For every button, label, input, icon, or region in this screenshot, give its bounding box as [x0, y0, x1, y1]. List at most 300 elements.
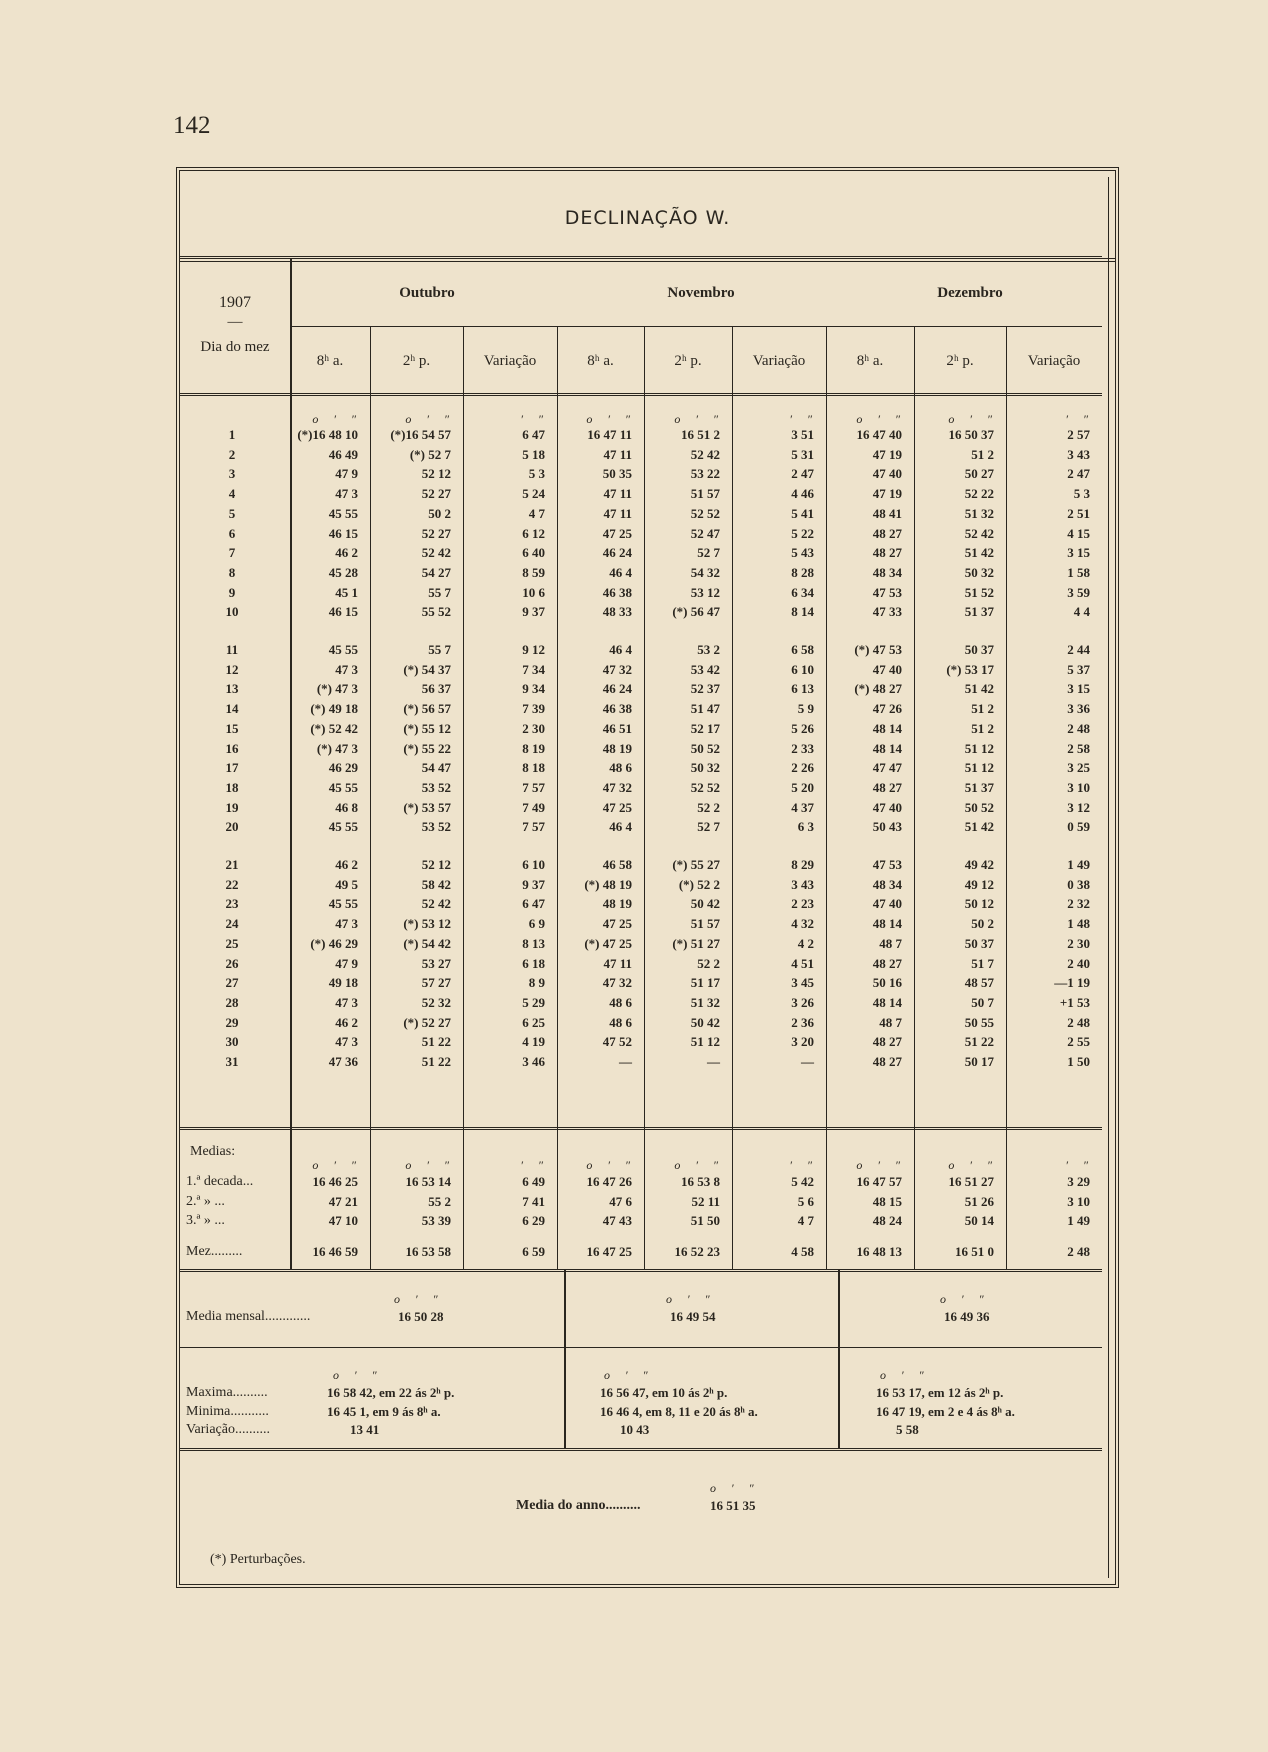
- table-cell: 47 32: [602, 661, 632, 677]
- medias-cell: 48 24: [872, 1213, 902, 1228]
- table-cell: 47 11: [603, 955, 632, 971]
- table-cell: 50 42: [690, 896, 720, 912]
- medias-cell: 6 49: [522, 1174, 545, 1189]
- mez-cell: 16 52 23: [674, 1244, 720, 1259]
- medias-row-label: 2.ª » ...: [186, 1193, 225, 1209]
- table-cell: (*) 56 57: [403, 701, 451, 717]
- table-cell: (*) 49 18: [310, 701, 358, 717]
- unit-marker: o ′ ″: [604, 1368, 654, 1382]
- table-cell: 50 7: [971, 994, 994, 1010]
- media-mensal-label: Media mensal.............: [186, 1309, 311, 1324]
- table-cell: 8 18: [522, 760, 545, 776]
- table-cell: 46 51: [602, 720, 632, 736]
- table-cell: 48 6: [609, 994, 632, 1010]
- unit-marker: o ′ ″: [948, 412, 998, 426]
- column-line: [826, 326, 827, 1269]
- medias-cell: 51 26: [964, 1193, 994, 1209]
- table-cell: 8 59: [522, 564, 545, 580]
- unit-marker: o ′ ″: [856, 1158, 906, 1172]
- table-cell: 48 27: [872, 1034, 902, 1050]
- table-cell: 46 24: [602, 545, 632, 561]
- table-cell: 2 30: [1067, 935, 1090, 951]
- table-cell: 50 43: [872, 819, 902, 835]
- column-line: [732, 326, 733, 1269]
- table-cell: 50 52: [964, 799, 994, 815]
- unit-marker: o ′ ″: [856, 412, 906, 426]
- table-cell: (*) 54 37: [403, 661, 451, 677]
- unit-marker: ′ ″: [520, 1158, 549, 1172]
- day-number: 25: [225, 935, 239, 951]
- table-cell: (*) 54 42: [403, 935, 451, 951]
- medias-cell: 55 2: [428, 1193, 451, 1209]
- table-cell: 47 25: [602, 799, 632, 815]
- mez-cell: 16 51 0: [955, 1244, 994, 1259]
- table-cell: 6 3: [797, 819, 814, 835]
- table-cell: 51 22: [421, 1054, 451, 1069]
- medias-cell: 3 29: [1067, 1174, 1090, 1189]
- table-cell: 5 26: [791, 720, 814, 736]
- table-cell: 51 52: [964, 584, 994, 600]
- table-cell: (*) 52 42: [310, 720, 358, 736]
- table-cell: 2 51: [1067, 505, 1090, 521]
- table-cell: (*) 47 25: [584, 935, 632, 951]
- table-cell: 48 19: [602, 740, 632, 756]
- table-cell: 47 26: [872, 701, 902, 717]
- table-cell: 3 25: [1067, 760, 1090, 776]
- day-number: 18: [225, 779, 239, 795]
- extremes-dec: 16 53 17, em 12 ás 2ʰ p.: [876, 1385, 1004, 1400]
- table-cell: 47 32: [602, 779, 632, 795]
- month-label-0: Outubro: [399, 285, 455, 301]
- table-cell: 4 7: [528, 505, 545, 521]
- table-cell: 48 27: [872, 545, 902, 561]
- table-cell: 45 55: [328, 779, 358, 795]
- table-cell: 5 41: [791, 505, 814, 521]
- header-top-line: [180, 256, 1102, 259]
- table-cell: 6 25: [522, 1014, 545, 1030]
- table-cell: (*) 53 12: [403, 916, 451, 932]
- table-cell: 4 4: [1073, 604, 1090, 620]
- table-cell: 46 15: [328, 604, 358, 620]
- column-line: [463, 326, 464, 1269]
- table-cell: 51 22: [421, 1034, 451, 1050]
- table-cell: 3 20: [791, 1034, 814, 1050]
- table-cell: 3 15: [1067, 545, 1090, 561]
- table-cell: 5 18: [522, 446, 545, 462]
- medias-cell: 16 51 27: [948, 1174, 994, 1189]
- table-cell: 7 34: [522, 661, 545, 677]
- mez-cell: 16 47 25: [586, 1244, 632, 1259]
- table-cell: (*) 55 22: [403, 740, 451, 756]
- table-cell: 48 57: [964, 975, 994, 991]
- table-cell: 47 11: [603, 505, 632, 521]
- table-cell: 51 7: [971, 955, 994, 971]
- table-cell: 47 3: [335, 994, 358, 1010]
- table-cell: 46 4: [609, 642, 632, 657]
- table-cell: 8 13: [522, 935, 545, 951]
- medias-cell: 4 7: [797, 1213, 814, 1228]
- table-cell: 47 19: [872, 446, 902, 462]
- frame-inner-line: [1108, 177, 1109, 1578]
- table-cell: 3 36: [1067, 701, 1090, 717]
- table-cell: 47 25: [602, 525, 632, 541]
- table-cell: 46 4: [609, 819, 632, 835]
- table-cell: 51 42: [964, 819, 994, 835]
- table-cell: 2 36: [791, 1014, 814, 1030]
- medias-cell: 5 42: [791, 1174, 814, 1189]
- unit-marker: o ′ ″: [940, 1292, 990, 1306]
- day-number: 10: [225, 604, 239, 620]
- table-cell: 4 51: [791, 955, 814, 971]
- table-cell: 46 8: [335, 799, 358, 815]
- table-cell: 51 42: [964, 681, 994, 697]
- mensal-bottom-line: [180, 1347, 1102, 1348]
- table-cell: (*) 52 27: [403, 1014, 451, 1030]
- table-cell: 6 13: [791, 681, 814, 697]
- table-cell: 52 37: [690, 681, 720, 697]
- medias-cell: 47 6: [609, 1193, 632, 1209]
- table-cell: 47 25: [602, 916, 632, 932]
- medias-cell: 52 11: [691, 1193, 720, 1209]
- table-cell: (*) 52 7: [409, 446, 451, 462]
- table-cell: 1 50: [1067, 1054, 1090, 1069]
- unit-marker: o ′ ″: [394, 1292, 444, 1306]
- table-cell: 51 32: [690, 994, 720, 1010]
- table-cell: 50 2: [971, 916, 994, 932]
- table-cell: 50 27: [964, 466, 994, 482]
- table-cell: 51 37: [964, 779, 994, 795]
- table-cell: 9 12: [522, 642, 545, 657]
- extremes-label: Maxima..........: [186, 1385, 268, 1400]
- table-cell: —: [619, 1054, 632, 1069]
- table-cell: 47 40: [872, 896, 902, 912]
- table-cell: (*) 51 27: [672, 935, 720, 951]
- table-cell: 50 55: [964, 1014, 994, 1030]
- table-cell: 51 17: [690, 975, 720, 991]
- table-cell: +1 53: [1059, 994, 1090, 1010]
- table-cell: 53 27: [421, 955, 451, 971]
- table-cell: 53 52: [421, 819, 451, 835]
- table-cell: 7 39: [522, 701, 545, 717]
- table-cell: 47 3: [335, 486, 358, 502]
- title-row: [180, 171, 1115, 262]
- table-cell: 51 12: [690, 1034, 720, 1050]
- table-cell: 4 37: [791, 799, 814, 815]
- table-cell: 53 52: [421, 779, 451, 795]
- table-cell: 4 32: [791, 916, 814, 932]
- table-cell: 47 52: [602, 1034, 632, 1050]
- unit-marker: ′ ″: [1065, 1158, 1094, 1172]
- table-cell: 50 37: [964, 642, 994, 657]
- extremes-label: Minima...........: [186, 1403, 269, 1419]
- extremes-oct: 16 45 1, em 9 ás 8ʰ a.: [327, 1403, 441, 1419]
- unit-marker: o ′ ″: [405, 412, 455, 426]
- table-cell: 9 34: [522, 681, 545, 697]
- table-cell: 50 12: [964, 896, 994, 912]
- day-number: 9: [228, 584, 236, 600]
- data-bottom-line: [180, 1127, 1102, 1130]
- table-cell: 8 28: [791, 564, 814, 580]
- table-cell: 51 22: [964, 1034, 994, 1050]
- table-cell: 4 15: [1067, 525, 1090, 541]
- table-cell: 50 16: [872, 975, 902, 991]
- table-cell: 5 29: [522, 994, 545, 1010]
- table-cell: 2 55: [1067, 1034, 1090, 1050]
- month-label-2: Dezembro: [937, 285, 1003, 301]
- table-cell: 54 47: [421, 760, 451, 776]
- table-cell: 48 7: [879, 935, 902, 951]
- medias-cell: 7 41: [522, 1193, 545, 1209]
- table-cell: (*)16 48 10: [297, 427, 358, 442]
- sub-header: 8ʰ a.: [856, 353, 884, 369]
- table-cell: 52 22: [964, 486, 994, 502]
- table-cell: 47 9: [335, 955, 358, 971]
- day-number: 31: [225, 1054, 239, 1069]
- table-cell: 47 3: [335, 1034, 358, 1050]
- table-cell: 2 48: [1067, 720, 1090, 736]
- table-cell: 52 42: [690, 446, 720, 462]
- table-cell: 3 10: [1067, 779, 1090, 795]
- mez-cell: 16 53 58: [405, 1244, 451, 1259]
- month-label-1: Novembro: [667, 285, 735, 301]
- table-cell: 48 14: [872, 720, 902, 736]
- mez-cell: 16 48 13: [856, 1244, 902, 1259]
- table-cell: (*) 46 29: [310, 935, 358, 951]
- table-cell: 2 40: [1067, 955, 1090, 971]
- unit-marker: o ′ ″: [666, 1292, 716, 1306]
- table-cell: 51 42: [964, 545, 994, 561]
- day-number: 3: [228, 466, 236, 482]
- table-cell: 46 2: [335, 545, 358, 561]
- table-cell: 47 40: [872, 661, 902, 677]
- table-cell: 47 9: [335, 466, 358, 482]
- table-cell: (*) 53 17: [946, 661, 994, 677]
- table-cell: 46 49: [328, 446, 358, 462]
- table-cell: 2 47: [1067, 466, 1090, 482]
- table-cell: 9 37: [522, 604, 545, 620]
- table-cell: 3 51: [791, 427, 814, 442]
- table-cell: (*)16 54 57: [390, 427, 451, 442]
- unit-marker: o ′ ″: [674, 1158, 724, 1172]
- table-cell: 45 55: [328, 505, 358, 521]
- extremes-nov: 16 46 4, em 8, 11 e 20 ás 8ʰ a.: [600, 1403, 758, 1419]
- table-cell: 4 46: [791, 486, 814, 502]
- table-cell: 2 48: [1067, 1014, 1090, 1030]
- unit-marker: o ′ ″: [948, 1158, 998, 1172]
- medias-cell: 1 49: [1067, 1213, 1090, 1228]
- table-cell: 0 38: [1067, 876, 1090, 892]
- table-cell: 51 2: [971, 446, 994, 462]
- table-cell: 3 12: [1067, 799, 1090, 815]
- day-number: 16: [225, 740, 239, 756]
- table-cell: 46 58: [602, 857, 632, 872]
- unit-marker: o ′ ″: [586, 412, 636, 426]
- table-cell: 3 46: [522, 1054, 545, 1069]
- unit-marker: o ′ ″: [710, 1481, 760, 1495]
- header-bottom-line: [180, 393, 1102, 396]
- table-cell: 45 55: [328, 896, 358, 912]
- table-cell: (*) 55 27: [672, 857, 720, 872]
- table-cell: 47 40: [872, 466, 902, 482]
- day-number: 29: [225, 1014, 239, 1030]
- mez-cell: 6 59: [522, 1244, 545, 1259]
- table-cell: 47 32: [602, 975, 632, 991]
- table-cell: 8 29: [791, 857, 814, 872]
- table-cell: 46 29: [328, 760, 358, 776]
- table-cell: 52 52: [690, 779, 720, 795]
- table-cell: 49 18: [328, 975, 358, 991]
- day-number: 12: [225, 661, 239, 677]
- table-cell: 52 12: [421, 857, 451, 872]
- table-cell: 52 2: [697, 799, 720, 815]
- table-cell: 51 57: [690, 486, 720, 502]
- day-number: 26: [225, 955, 239, 971]
- table-cell: 3 15: [1067, 681, 1090, 697]
- table-cell: 48 14: [872, 916, 902, 932]
- table-cell: 8 9: [528, 975, 545, 991]
- table-cell: 48 27: [872, 525, 902, 541]
- table-cell: 48 33: [602, 604, 632, 620]
- table-cell: 8 14: [791, 604, 814, 620]
- sub-header: 2ʰ p.: [946, 353, 974, 369]
- table-cell: 47 53: [872, 857, 902, 872]
- table-cell: —1 19: [1054, 975, 1090, 991]
- table-cell: 52 52: [690, 505, 720, 521]
- table-cell: 56 37: [421, 681, 451, 697]
- table-cell: 52 27: [421, 486, 451, 502]
- table-cell: 47 33: [872, 604, 902, 620]
- medias-bottom-line: [180, 1269, 1102, 1272]
- table-cell: 4 2: [797, 935, 814, 951]
- day-number: 30: [225, 1034, 239, 1050]
- declination-table: [176, 167, 1119, 1588]
- table-cell: —: [801, 1054, 814, 1069]
- table-cell: 5 37: [1067, 661, 1090, 677]
- day-number: 17: [225, 760, 239, 776]
- day-number: 11: [225, 642, 239, 657]
- extremes-bottom-line: [180, 1448, 1102, 1451]
- medias-cell: 16 53 14: [405, 1174, 451, 1189]
- table-cell: 51 2: [971, 701, 994, 717]
- medias-cell: 50 14: [964, 1213, 994, 1228]
- table-cell: 2 47: [791, 466, 814, 482]
- sub-header: Variação: [1027, 353, 1081, 369]
- table-cell: 5 9: [797, 701, 814, 717]
- day-number: 15: [225, 720, 239, 736]
- table-cell: 52 42: [421, 545, 451, 561]
- media-anno-label: Media do anno..........: [516, 1498, 641, 1513]
- table-cell: 3 59: [1067, 584, 1090, 600]
- table-cell: 6 34: [791, 584, 814, 600]
- table-cell: 53 12: [690, 584, 720, 600]
- day-number: 8: [228, 564, 236, 580]
- table-cell: 5 3: [1073, 486, 1090, 502]
- table-cell: 46 24: [602, 681, 632, 697]
- day-number: 27: [225, 975, 239, 991]
- table-cell: 6 10: [522, 857, 545, 872]
- unit-marker: o ′ ″: [586, 1158, 636, 1172]
- table-cell: 53 2: [697, 642, 720, 657]
- medias-label: Medias:: [190, 1144, 236, 1159]
- unit-marker: o ′ ″: [312, 1158, 362, 1172]
- table-cell: 52 2: [697, 955, 720, 971]
- table-cell: 45 55: [328, 819, 358, 835]
- table-cell: 8 19: [522, 740, 545, 756]
- footnote: (*) Perturbações.: [210, 1552, 306, 1567]
- table-cell: 57 27: [421, 975, 451, 991]
- table-cell: 52 7: [697, 819, 720, 835]
- table-cell: 50 32: [964, 564, 994, 580]
- extremes-nov: 10 43: [620, 1422, 650, 1437]
- table-cell: 52 47: [690, 525, 720, 541]
- medias-row-label: 1.ª decada...: [186, 1174, 254, 1189]
- table-cell: 48 6: [609, 1014, 632, 1030]
- table-cell: 2 23: [791, 896, 814, 912]
- table-cell: 48 6: [609, 760, 632, 776]
- medias-cell: 47 21: [328, 1193, 358, 1209]
- day-number: 14: [225, 701, 239, 717]
- section-line: [838, 1269, 840, 1448]
- table-cell: 7 49: [522, 799, 545, 815]
- table-cell: 7 57: [522, 779, 545, 795]
- table-cell: 48 41: [872, 505, 902, 521]
- extremes-oct: 13 41: [350, 1422, 380, 1437]
- table-cell: 48 19: [602, 896, 632, 912]
- table-cell: (*) 52 2: [678, 876, 720, 892]
- table-cell: 50 52: [690, 740, 720, 756]
- table-cell: 46 2: [335, 857, 358, 872]
- table-cell: 3 45: [791, 975, 814, 991]
- medias-cell: 51 50: [690, 1213, 720, 1228]
- table-cell: 48 27: [872, 1054, 902, 1069]
- day-number: 7: [228, 545, 236, 561]
- table-cell: 48 34: [872, 876, 902, 892]
- day-number: 5: [228, 505, 236, 521]
- day-number: 19: [225, 799, 239, 815]
- table-cell: 5 31: [791, 446, 814, 462]
- sub-header: Variação: [483, 353, 537, 369]
- table-cell: 50 37: [964, 935, 994, 951]
- unit-marker: ′ ″: [520, 412, 549, 426]
- table-cell: 53 22: [690, 466, 720, 482]
- table-cell: 16 51 2: [681, 427, 720, 442]
- table-cell: 45 28: [328, 564, 358, 580]
- day-number: 28: [225, 994, 239, 1010]
- medias-row-label: 3.ª » ...: [186, 1213, 225, 1228]
- column-line: [644, 326, 645, 1269]
- table-cell: 48 27: [872, 955, 902, 971]
- table-cell: 5 20: [791, 779, 814, 795]
- table-cell: 47 53: [872, 584, 902, 600]
- day-number: 6: [228, 525, 236, 541]
- table-cell: 50 42: [690, 1014, 720, 1030]
- table-cell: 49 12: [964, 876, 994, 892]
- table-cell: 47 11: [603, 486, 632, 502]
- column-line: [370, 326, 371, 1269]
- table-cell: 58 42: [421, 876, 451, 892]
- table-cell: 46 38: [602, 584, 632, 600]
- table-cell: 6 40: [522, 545, 545, 561]
- table-cell: 50 17: [964, 1054, 994, 1069]
- medias-cell: 53 39: [421, 1213, 451, 1228]
- table-cell: 2 32: [1067, 896, 1090, 912]
- table-cell: 47 36: [328, 1054, 358, 1069]
- table-cell: 45 55: [328, 642, 358, 657]
- table-cell: 52 17: [690, 720, 720, 736]
- medias-cell: 6 29: [522, 1213, 545, 1228]
- medias-cell: 48 15: [872, 1193, 902, 1209]
- unit-marker: o ′ ″: [880, 1368, 930, 1382]
